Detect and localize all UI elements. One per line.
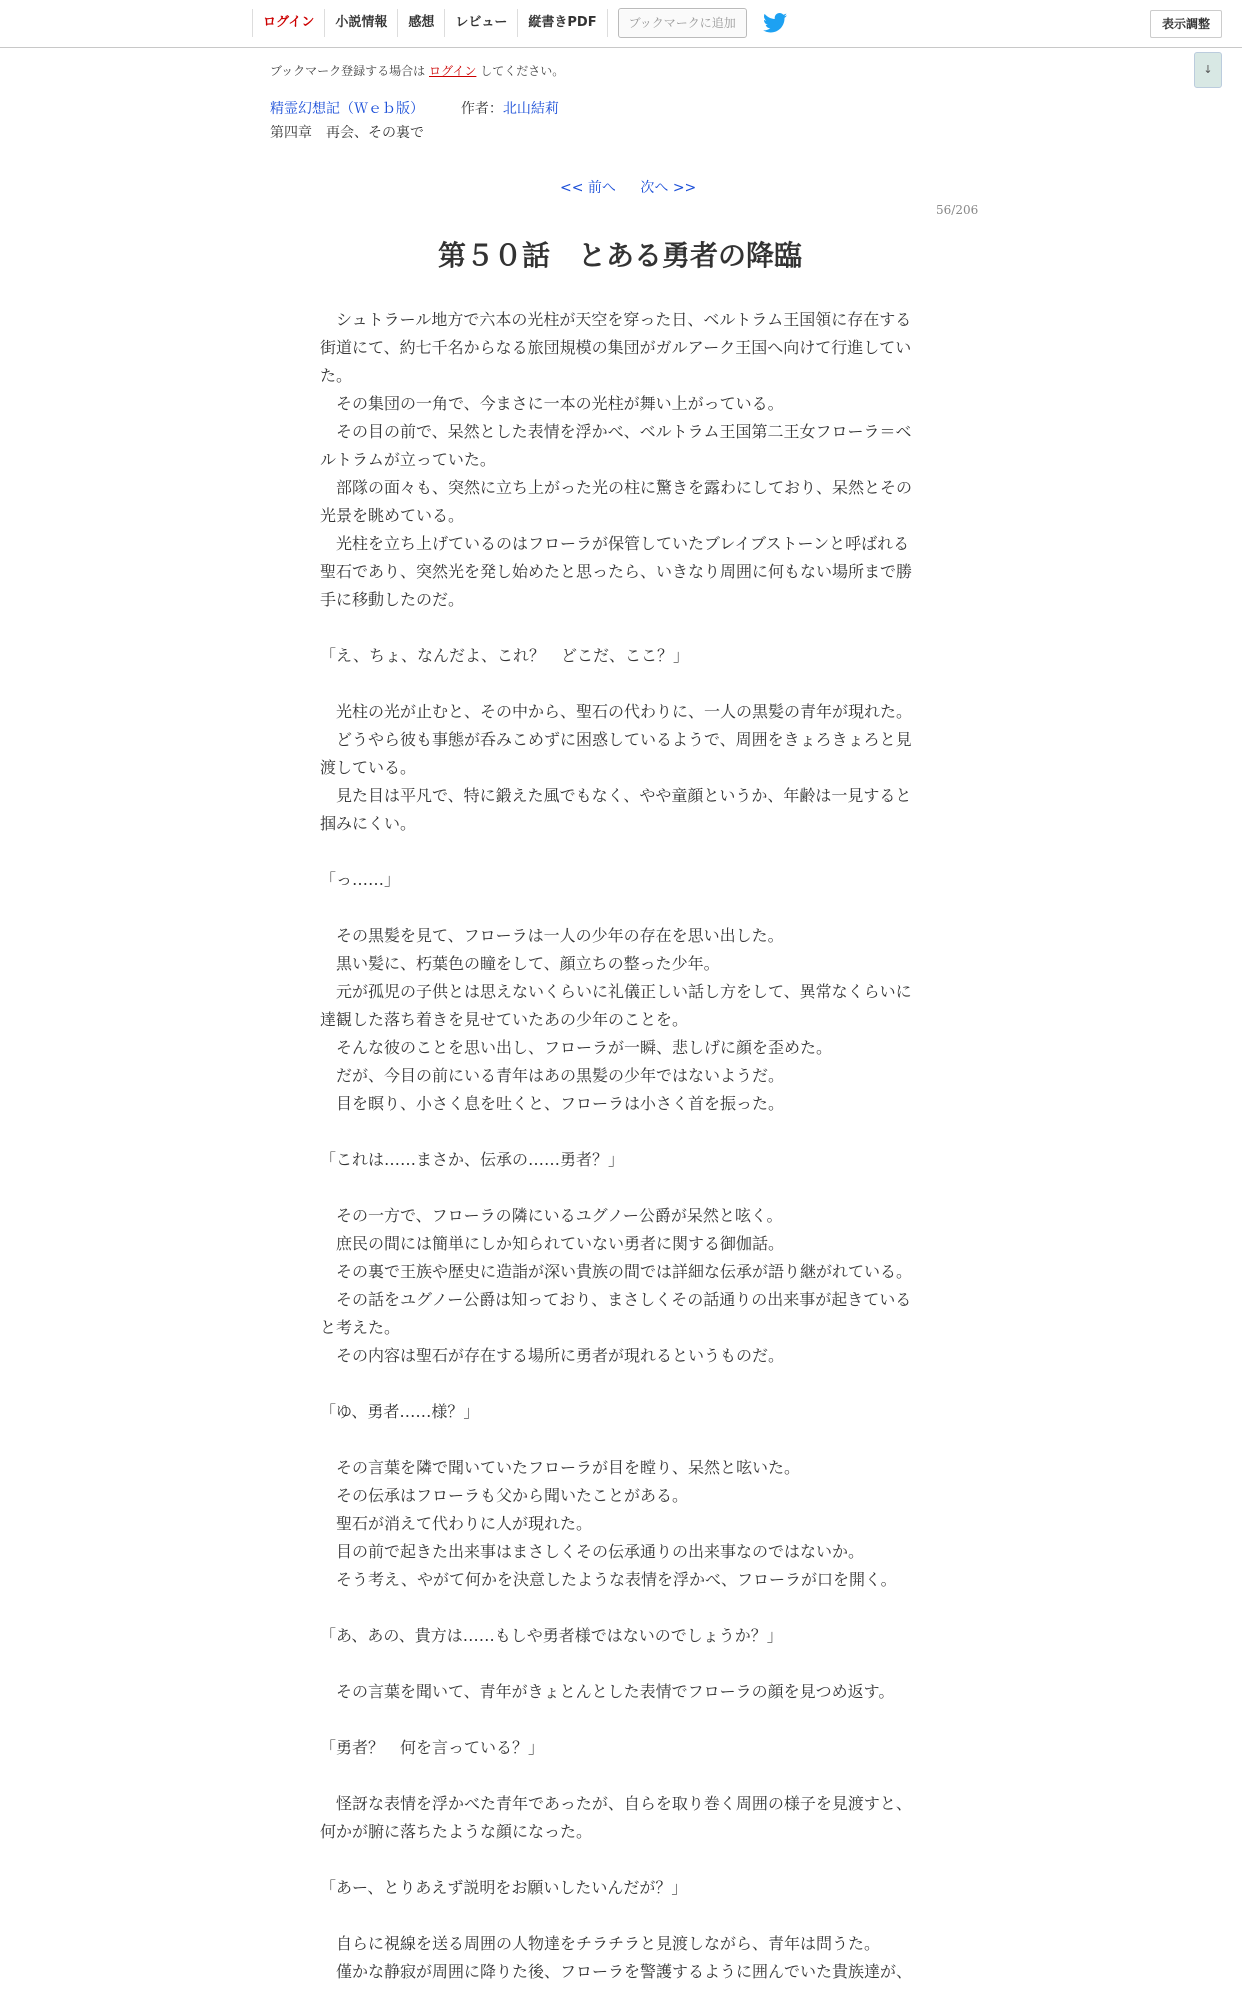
author-label: 作者： (460, 101, 503, 117)
novel-info-link[interactable]: 小説情報 (325, 9, 398, 37)
body-paragraph: 「え、ちょ、なんだよ、これ？ どこだ、ここ？」 (320, 646, 689, 665)
novel-body-text (320, 306, 920, 1986)
notice-login-link[interactable]: ログイン (428, 64, 477, 78)
body-paragraph: 目の前で起きた出来事はまさしくその伝承通りの出来事なのではないか。 (320, 1542, 865, 1561)
body-paragraph: 元が孤児の子供とは思えないくらいに礼儀正しい話し方をして、異常なくらいに達観した落ち着きを見せていたあの少年のことを。 (320, 982, 912, 1029)
nav-menu (252, 9, 789, 37)
body-paragraph (320, 1594, 920, 1622)
body-paragraph: 「あ、あの、貴方は……もしや勇者様ではないのでしょうか？」 (320, 1626, 783, 1645)
top-navigation-bar (0, 0, 1242, 48)
novel-meta (270, 98, 559, 118)
body-paragraph: 見た目は平凡で、特に鍛えた風でもなく、やや童顔というか、年齢は一見すると掴みにくい。 (320, 786, 912, 833)
body-paragraph: 僅かな静寂が周囲に降りた後、フローラを警護するように囲んでいた貴族達が、 (320, 1962, 913, 1981)
body-paragraph: 部隊の面々も、突然に立ち上がった光の柱に驚きを露わにしており、呆然とその光景を眺めている。 (320, 478, 913, 525)
body-paragraph (320, 1650, 920, 1678)
body-paragraph: 光柱の光が止むと、その中から、聖石の代わりに、一人の黒髪の青年が現れた。 (320, 702, 913, 721)
episode-count: 56/206 (936, 203, 979, 217)
body-paragraph: 「っ……」 (320, 870, 401, 889)
body-paragraph: 「これは……まさか、伝承の……勇者？」 (320, 1150, 625, 1169)
bookmark-notice (270, 62, 564, 79)
body-paragraph (320, 1370, 920, 1398)
body-paragraph (320, 670, 920, 698)
episode-pager (560, 177, 716, 197)
body-paragraph: その伝承はフローラも父から聞いたことがある。 (320, 1486, 689, 1505)
body-paragraph: 庶民の間には簡単にしか知られていない勇者に関する御伽話。 (320, 1234, 785, 1253)
body-paragraph (320, 1762, 920, 1790)
body-paragraph: その黒髪を見て、フローラは一人の少年の存在を思い出した。 (320, 926, 784, 945)
body-paragraph: 怪訝な表情を浮かべた青年であったが、自らを取り巻く周囲の様子を見渡すと、何かが腑に落ちたような顔になった。 (320, 1794, 912, 1841)
vertical-pdf-link[interactable]: 縦書きPDF (518, 9, 607, 37)
body-paragraph: どうやら彼も事態が呑みこめずに困惑しているようで、周囲をきょろきょろと見渡している。 (320, 730, 912, 777)
body-paragraph: その一方で、フローラの隣にいるユグノー公爵が呆然と呟く。 (320, 1206, 783, 1225)
body-paragraph: 「勇者？ 何を言っている？」 (320, 1738, 545, 1757)
body-paragraph: 「ゆ、勇者……様？」 (320, 1402, 480, 1421)
body-paragraph: そう考え、やがて何かを決意したような表情を浮かべ、フローラが口を開く。 (320, 1570, 897, 1589)
body-paragraph: 自らに視線を送る周囲の人物達をチラチラと見渡しながら、青年は問うた。 (320, 1934, 881, 1953)
body-paragraph (320, 614, 920, 642)
body-paragraph: 「あー、とりあえず説明をお願いしたいんだが？」 (320, 1878, 688, 1897)
body-paragraph: 聖石が消えて代わりに人が現れた。 (320, 1514, 593, 1533)
body-paragraph: その目の前で、呆然とした表情を浮かべ、ベルトラム王国第二王女フローラ＝ベルトラムが立っていた。 (320, 422, 912, 469)
scroll-down-button[interactable]: ↓ (1194, 52, 1222, 88)
body-paragraph: だが、今目の前にいる青年はあの黒髪の少年ではないようだ。 (320, 1066, 785, 1085)
body-paragraph (320, 894, 920, 922)
next-episode-link[interactable]: 次へ >> (640, 180, 697, 196)
review-link[interactable]: レビュー (445, 9, 518, 37)
body-paragraph: その内容は聖石が存在する場所に勇者が現れるというものだ。 (320, 1346, 785, 1365)
author-link[interactable]: 北山結莉 (502, 101, 559, 117)
display-settings-button[interactable]: 表示調整 (1150, 10, 1222, 38)
novel-title-link[interactable]: 精霊幻想記（Ｗｅｂ版） (270, 101, 424, 117)
body-paragraph (320, 1706, 920, 1734)
body-paragraph (320, 1846, 920, 1874)
body-paragraph (320, 1174, 920, 1202)
login-link[interactable]: ログイン (252, 9, 325, 37)
body-paragraph: 光柱を立ち上げているのはフローラが保管していたブレイブストーンと呼ばれる聖石であり、突然光を発し始めたと思ったら、いきなり周囲に何もない場所まで勝手に移動したのだ。 (320, 534, 913, 609)
twitter-icon[interactable] (763, 12, 789, 34)
notice-text-after: してください。 (476, 64, 565, 78)
prev-episode-link[interactable]: << 前へ (560, 180, 616, 196)
add-bookmark-button[interactable]: ブックマークに追加 (618, 8, 747, 38)
body-paragraph: 黒い髪に、朽葉色の瞳をして、顔立ちの整った少年。 (320, 954, 720, 973)
body-paragraph: その話をユグノー公爵は知っており、まさしくその話通りの出来事が起きていると考えた。 (320, 1290, 912, 1337)
impressions-link[interactable]: 感想 (398, 9, 445, 37)
body-paragraph (320, 1426, 920, 1454)
body-paragraph: その集団の一角で、今まさに一本の光柱が舞い上がっている。 (320, 394, 784, 413)
chapter-title: 第四章 再会、その裏で (270, 125, 424, 141)
body-paragraph (320, 1902, 920, 1930)
body-paragraph: シュトラール地方で六本の光柱が天空を穿った日、ベルトラム王国領に存在する街道にて、約七千名からなる旅団規模の集団がガルアーク王国へ向けて行進していた。 (320, 310, 912, 385)
body-paragraph: そんな彼のことを思い出し、フローラが一瞬、悲しげに顔を歪めた。 (320, 1038, 833, 1057)
body-paragraph (320, 1118, 920, 1146)
episode-title: 第５０話 とある勇者の降臨 (437, 239, 802, 272)
body-paragraph: 目を瞑り、小さく息を吐くと、フローラは小さく首を振った。 (320, 1094, 785, 1113)
body-paragraph: その裏で王族や歴史に造詣が深い貴族の間では詳細な伝承が語り継がれている。 (320, 1262, 913, 1281)
notice-text-before: ブックマーク登録する場合は (270, 64, 429, 78)
body-paragraph: その言葉を隣で聞いていたフローラが目を瞠り、呆然と呟いた。 (320, 1458, 801, 1477)
body-paragraph (320, 838, 920, 866)
body-paragraph: その言葉を聞いて、青年がきょとんとした表情でフローラの顔を見つめ返す。 (320, 1682, 895, 1701)
